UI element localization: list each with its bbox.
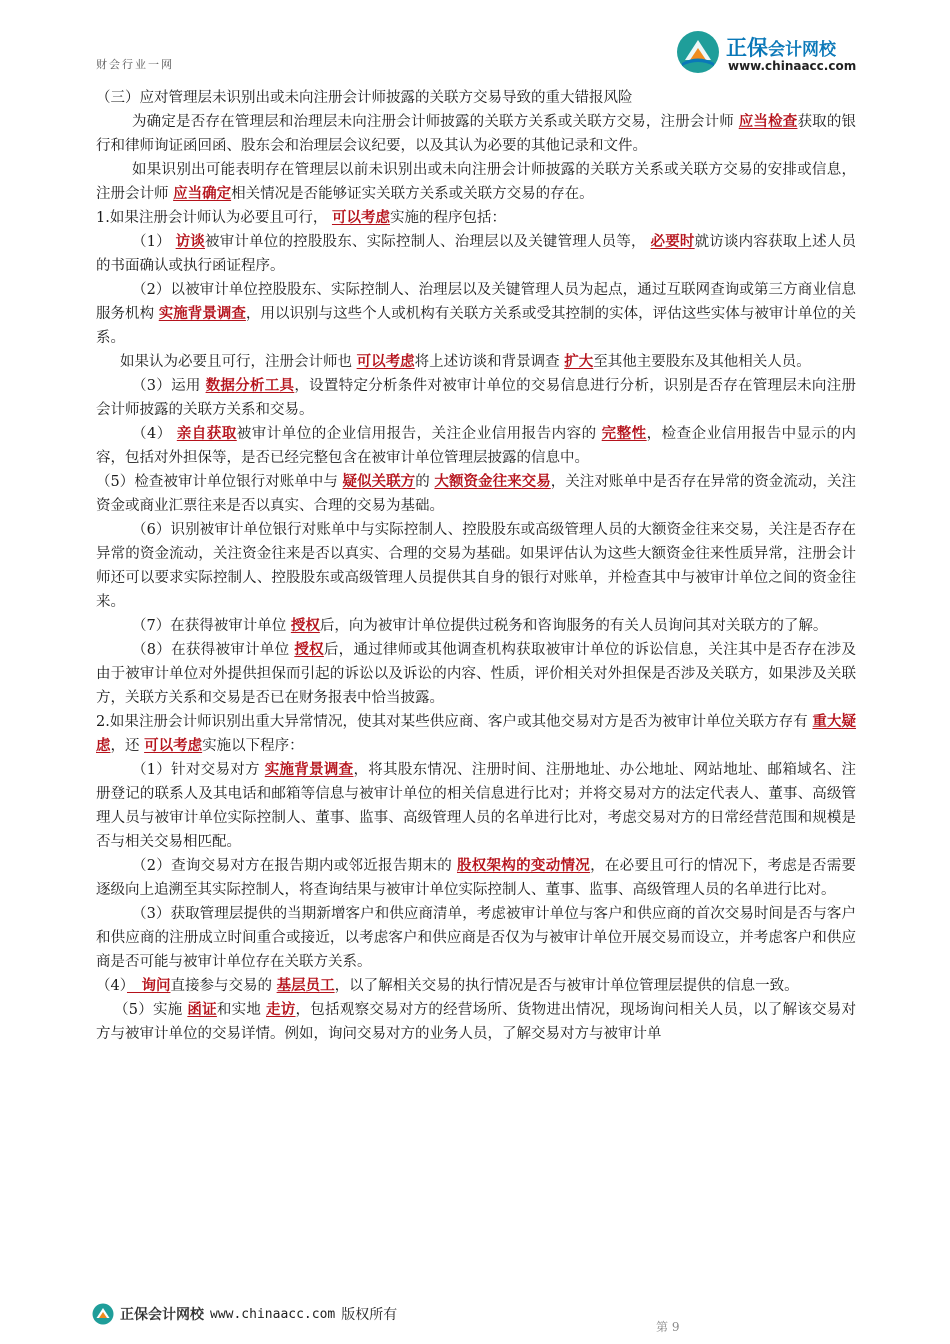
paragraph-text: （5）检查被审计单位银行对账单中与	[96, 474, 343, 490]
paragraph-text: （2）以被审计单位控股股东、实际控制人、治理层以及关键管理人员为起点，通过互联网查询或第三方商业信息服务机构	[96, 282, 856, 322]
keyword-highlight: 实施背景调查	[158, 305, 246, 322]
keyword-highlight: 必要时	[650, 233, 695, 250]
keyword-highlight: 扩大	[564, 353, 594, 370]
paragraph	[96, 350, 856, 374]
paragraph-text: ，以了解相关交易的执行情况是否与被审计单位管理层提供的信息一致。	[334, 978, 799, 994]
paragraph-text: 的	[415, 474, 435, 490]
paragraph	[96, 518, 856, 614]
paragraph	[96, 422, 856, 470]
paragraph-text: （1）	[132, 234, 176, 250]
paragraph	[96, 902, 856, 974]
footer	[92, 1302, 397, 1326]
paragraph-text: ，还	[110, 738, 145, 754]
logo-url: www.chinaacc.com	[728, 59, 857, 73]
paragraph	[96, 638, 856, 710]
keyword-highlight: 数据分析工具	[205, 377, 295, 394]
keyword-highlight: 访谈	[175, 233, 205, 250]
keyword-highlight: 询问	[126, 977, 171, 994]
paragraph-text: （三）应对管理层未识别出或未向注册会计师披露的关联方交易导致的重大错报风险	[96, 90, 633, 106]
paragraph-text: 后，通过律师或其他调查机构获取被审计单位的诉讼信息，关注其中是否存在涉及由于被审计单位对外提供担保而引起的诉讼以及诉讼的内容、性质，评价相关对外担保是否涉及关联方，如果涉及关联方，关联方关系和交易是否已在财务报表中恰当披露。	[96, 642, 856, 706]
paragraph-text: （6）识别被审计单位银行对账单中与实际控制人、控股股东或高级管理人员的大额资金往来交易，关注是否存在异常的资金流动，关注资金往来是否以真实、合理的交易为基础。如果评估认为这些大额资金往来性质异常，注册会计师还可以要求实际控制人、控股股东或高级管理人员提供其自身的银行对账单，并检查其中与被审计单位之间的资金往来。	[96, 522, 856, 610]
paragraph	[96, 158, 856, 206]
keyword-highlight: 应当检查	[738, 113, 798, 130]
paragraph-text: 1.如果注册会计师认为必要且可行，	[96, 210, 332, 226]
paragraph-text: 被审计单位的企业信用报告，关注企业信用报告内容的	[236, 426, 602, 442]
paragraph	[96, 710, 856, 758]
paragraph-text: 如果认为必要且可行，注册会计师也	[120, 354, 357, 370]
logo-name: 正保	[726, 36, 768, 60]
keyword-highlight: 可以考虑	[144, 737, 203, 754]
paragraph-text: （1）针对交易对方	[132, 762, 265, 778]
paragraph	[96, 374, 856, 422]
keyword-highlight: 应当确定	[173, 185, 232, 202]
paragraph-text: ，关注对账单中是否存在异常的资金流动，关注资金或商业汇票往来是否以真实、合理的交易为基础。	[96, 474, 857, 514]
paragraph-text: ，在必要且可行的情况下，考虑是否需要逐级向上追溯至其实际控制人，将查询结果与被审计单位实际控制人、董事、监事、高级管理人员的名单进行比对。	[96, 858, 857, 898]
keyword-highlight: 完整性	[601, 425, 647, 442]
paragraph-text: （7）在获得被审计单位	[132, 618, 291, 634]
paragraph-text: （2）查询交易对方在报告期内或邻近报告期末的	[132, 858, 457, 874]
paragraph-text: 直接参与交易的	[170, 978, 277, 994]
brand-logo[interactable]	[676, 30, 876, 80]
paragraph-text: 将上述访谈和背景调查	[414, 354, 565, 370]
paragraph	[96, 470, 856, 518]
header-cut-text: 财会行业一网	[96, 58, 174, 71]
footer-logo-icon	[92, 1303, 114, 1325]
paragraph	[96, 854, 856, 902]
paragraph-text: （4）	[96, 978, 127, 994]
logo-icon	[676, 30, 720, 74]
paragraph-text: 至其他主要股东及其他相关人员。	[593, 354, 811, 370]
footer-brand: 正保会计网校	[120, 1307, 204, 1323]
paragraph-text: （3）获取管理层提供的当期新增客户和供应商清单，考虑被审计单位与客户和供应商的首次交易时间是否与客户和供应商的注册成立时间重合或接近，以考虑客户和供应商是否仅为与被审计单位开展交易而设立，并考虑客户和供应商是否可能与被审计单位存在关联方关系。	[96, 906, 856, 970]
footer-url[interactable]: www.chinaacc.com	[210, 1306, 336, 1322]
paragraph-text: ，设置特定分析条件对被审计单位的交易信息进行分析，识别是否存在管理层未向注册会计师披露的关联方关系和交易。	[96, 378, 856, 418]
paragraph	[96, 86, 856, 110]
paragraph-text: 被审计单位的控股股东、实际控制人、治理层以及关键管理人员等，	[205, 234, 651, 250]
paragraph-text: 实施的程序包括：	[389, 210, 506, 226]
paragraph-text: 2.如果注册会计师识别出重大异常情况，使其对某些供应商、客户或其他交易对方是否为被审计单位关联方存有	[96, 714, 813, 730]
paragraph-text: 实施以下程序：	[202, 738, 304, 754]
keyword-highlight: 可以考虑	[331, 209, 390, 226]
paragraph-text: 相关情况是否能够证实关联方关系或关联方交易的存在。	[231, 186, 594, 202]
paragraph-text: 和实地	[216, 1002, 267, 1018]
paragraph-text: ，检查企业信用报告中显示的内容，包括对外担保等，是否已经完整包含在被审计单位管理层披露的信息中。	[96, 426, 857, 466]
keyword-highlight: 重大疑虑	[96, 713, 857, 754]
footer-rights: 版权所有	[341, 1307, 398, 1323]
logo-title	[726, 32, 836, 62]
keyword-highlight: 函证	[187, 1001, 217, 1018]
paragraph-text: （3）运用	[132, 378, 206, 394]
paragraph	[96, 614, 856, 638]
paragraph	[96, 110, 856, 158]
paragraph-text: （4）	[132, 426, 177, 442]
keyword-highlight: 亲自获取	[176, 425, 237, 442]
keyword-highlight: 走访	[266, 1001, 296, 1018]
paragraph-text: ，用以识别与这些个人或机构有关联方关系或受其控制的实体，评估这些实体与被审计单位的关系。	[96, 306, 857, 346]
paragraph-text: （5）实施	[114, 1002, 188, 1018]
paragraph-text: 获取的银行和律师询证函回函、股东会和治理层会议纪要，以及其认为必要的其他记录和文件。	[96, 114, 857, 154]
paragraph-text: 为确定是否存在管理层和治理层未向注册会计师披露的关联方关系或关联方交易，注册会计师	[132, 114, 739, 130]
keyword-highlight: 疑似关联方	[342, 473, 416, 490]
document-body	[96, 86, 856, 1046]
paragraph-text: ，将其股东情况、注册时间、注册地址、办公地址、网站地址、邮箱域名、注册登记的联系人及其电话和邮箱等信息与被审计单位的相关信息进行比对；并将交易对方的法定代表人、董事、高级管理人员与被审计单位实际控制人、董事、监事、高级管理人员的名单进行比对，考虑交易对方的日常经营范围和规模是否与相关交易相匹配。	[96, 762, 856, 850]
paragraph	[96, 230, 856, 278]
keyword-highlight: 股权架构的变动情况	[456, 857, 591, 874]
keyword-highlight: 大额资金往来交易	[434, 473, 551, 490]
keyword-highlight: 授权	[294, 641, 324, 658]
paragraph-text: （8）在获得被审计单位	[132, 642, 295, 658]
paragraph-text: ，包括观察交易对方的经营场所、货物进出情况，现场询问相关人员，以了解该交易对方与被审计单位的交易详情。例如，询问交易对方的业务人员，了解交易对方与被审计单	[96, 1002, 857, 1042]
paragraph	[96, 974, 856, 998]
logo-subtitle: 会计网校	[768, 40, 836, 60]
keyword-highlight: 基层员工	[276, 977, 335, 994]
keyword-highlight: 实施背景调查	[264, 761, 354, 778]
paragraph	[96, 206, 856, 230]
paragraph-text: 就访谈内容获取上述人员的书面确认或执行函证程序。	[96, 234, 857, 274]
paragraph-text: 后，向为被审计单位提供过税务和咨询服务的有关人员询问其对关联方的了解。	[319, 618, 828, 634]
paragraph-text: 如果识别出可能表明存在管理层以前未识别出或未向注册会计师披露的关联方关系或关联方交易的安排或信息，注册会计师	[96, 162, 856, 202]
page-number: 第 9	[656, 1320, 680, 1334]
paragraph	[96, 758, 856, 854]
paragraph	[96, 278, 856, 350]
paragraph	[96, 998, 856, 1046]
keyword-highlight: 可以考虑	[356, 353, 415, 370]
keyword-highlight: 授权	[290, 617, 320, 634]
